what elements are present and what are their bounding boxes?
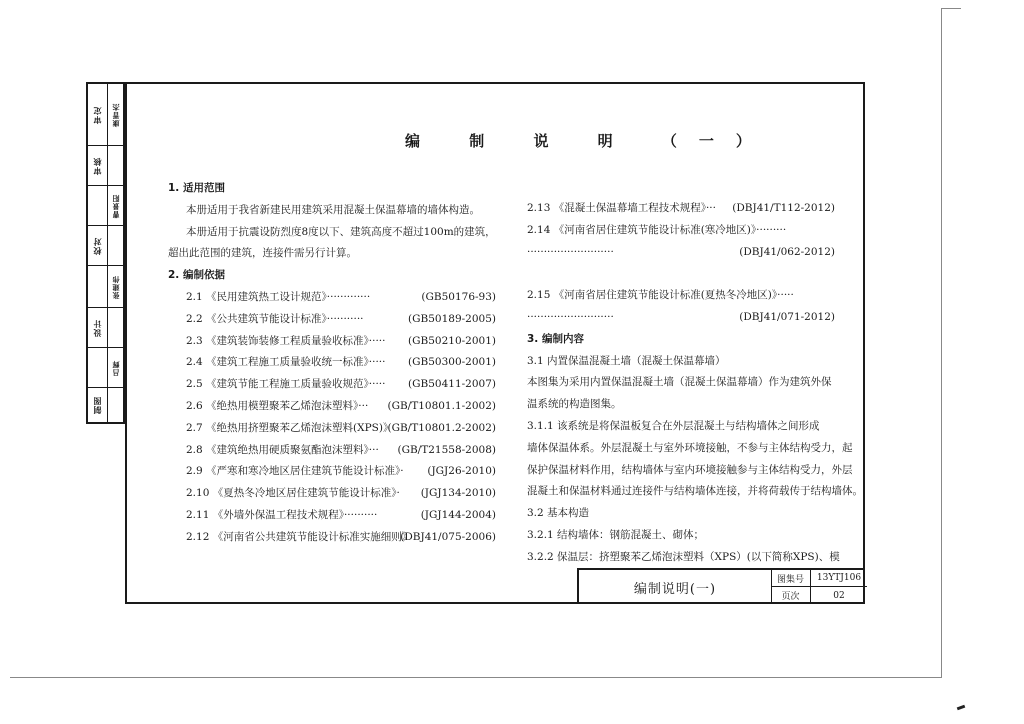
left-column-line: [168, 352, 496, 374]
line-text: 混凝土和保温材料通过连接件与结构墙体连接，并将荷载传于结构墙体。: [527, 485, 863, 498]
left-column-line: [168, 200, 496, 222]
signature-review: 曹景阳: [111, 193, 120, 218]
right-column-line: [527, 372, 835, 394]
line-text: 3.1.1 该系统是将保温板复合在外层混凝土与结构墙体之间形成: [527, 419, 820, 432]
left-column-line: [168, 374, 496, 396]
standard-reference: (GB/T10801.2-2002): [387, 421, 496, 434]
line-text: 温系统的构造图集。: [527, 398, 622, 411]
standard-reference: (GB50411-2007): [408, 378, 496, 391]
left-column-line: [168, 461, 496, 483]
line-text: 保护保温材料作用，结构墙体与室内环境接触参与主体结构受力，外层: [527, 463, 853, 476]
standard-reference: (GB50210-2001): [408, 334, 496, 347]
standard-reference: (GB50176-93): [421, 290, 496, 303]
line-text: 3.1 内置保温混凝土墙（混凝土保温幕墙）: [527, 354, 726, 367]
line-text: 3.2.2 保温层：挤塑聚苯乙烯泡沫塑料（XPS）(以下简称XPS)、模: [527, 550, 840, 563]
line-text: 超出此范围的建筑，连接件需另行计算。: [168, 247, 357, 260]
strip-label-review: 审核: [92, 156, 102, 175]
right-column-line: [527, 198, 835, 220]
signature-design: 吕辉: [111, 359, 120, 376]
line-text: ··························: [527, 310, 614, 323]
left-column-line: [168, 483, 496, 505]
left-column-line: [168, 265, 496, 287]
line-text: 本册适用于我省新建民用建筑采用混凝土保温幕墙的墙体构造。: [186, 203, 480, 216]
right-column-line: [527, 460, 853, 482]
strip-cell-design: [88, 308, 123, 348]
right-column-line: [527, 307, 835, 329]
strip-cell-check-sign: [88, 266, 123, 308]
line-text: 2.13 《混凝土保温幕墙工程技术规程》···: [527, 202, 716, 214]
right-text-column: [527, 198, 863, 569]
strip-cell-design-sign: [88, 348, 123, 388]
signature-check: 张建伟: [111, 274, 120, 299]
line-text: 本册适用于抗震设防烈度8度以下、建筑高度不超过100m的建筑，: [186, 225, 496, 238]
left-column-line: [168, 396, 496, 418]
line-text: 2.1 《民用建筑热工设计规范》·············: [186, 290, 371, 303]
outer-border-bottom: [10, 677, 942, 678]
line-text: 2.10 《夏热冬冷地区居住建筑节能设计标准》·: [186, 487, 400, 500]
line-text: 2. 编制依据: [168, 269, 225, 282]
right-column-line: [527, 394, 835, 416]
left-text-column: [168, 178, 496, 549]
title-block: [577, 568, 865, 604]
standard-reference: (DBJ41/071-2012): [739, 310, 835, 323]
standard-reference: (DBJ41/075-2006): [400, 530, 496, 543]
standard-reference: (JGJ26-2010): [427, 465, 496, 478]
line-text: 3.2 基本构造: [527, 507, 590, 520]
strip-cell-review: [88, 146, 123, 186]
left-column-line: [168, 309, 496, 331]
strip-label-draw: 制图: [92, 396, 102, 414]
standard-reference: (DBJ41/062-2012): [739, 245, 835, 258]
line-text: 1. 适用范围: [168, 182, 225, 194]
line-text: 2.2 《公共建筑节能设计标准》···········: [186, 312, 364, 325]
line-text: 2.11 《外墙外保温工程技术规程》··········: [186, 508, 378, 521]
line-text: 2.5 《建筑节能工程施工质量验收规范》·····: [186, 378, 386, 391]
right-column-line: [527, 220, 835, 242]
line-text: ··························: [527, 245, 614, 258]
standard-reference: (GB50300-2001): [408, 356, 496, 369]
line-text: 2.8 《建筑绝热用硬质聚氨酯泡沫塑料》···: [186, 443, 379, 456]
right-column-line: [527, 438, 853, 460]
left-column-line: [168, 418, 496, 440]
outer-border-right: [941, 8, 942, 678]
line-text: 2.7 《绝热用挤塑聚苯乙烯泡沫塑料(XPS)》: [186, 421, 394, 434]
standard-reference: (GB/T21558-2008): [397, 443, 496, 456]
right-column-line: [527, 547, 840, 569]
line-text: 2.9 《严寒和寒冷地区居住建筑节能设计标准》·: [186, 465, 404, 478]
left-column-line: [168, 527, 496, 549]
right-column-line: [527, 285, 835, 307]
left-column-line: [168, 331, 496, 353]
line-text: 2.14 《河南省居住建筑节能设计标准(寒冷地区)》·········: [527, 223, 787, 236]
right-column-line: [527, 481, 863, 503]
strip-cell-review-sign: [88, 186, 123, 226]
line-text: 2.6 《绝热用模塑聚苯乙烯泡沫塑料》···: [186, 399, 369, 412]
signature-strip: [86, 82, 125, 424]
standard-reference: (JGJ144-2004): [420, 508, 496, 521]
strip-label-approve: 审定: [92, 105, 102, 124]
right-column-line: [527, 503, 835, 525]
atlas-number-label: 图集号: [771, 570, 811, 587]
atlas-number: 13YTJ106: [811, 570, 867, 587]
left-column-line: [168, 222, 496, 244]
standard-reference: (DBJ41/T112-2012): [732, 202, 835, 214]
outer-border-top: [941, 8, 961, 9]
strip-cell-check: [88, 226, 123, 266]
line-text: 2.4 《建筑工程施工质量验收统一标准》·····: [186, 356, 386, 369]
left-column-line: [168, 505, 496, 527]
line-text: 3. 编制内容: [527, 332, 584, 345]
left-column-line: [168, 243, 496, 265]
right-column-line: [527, 351, 835, 373]
right-column-line: [527, 242, 835, 264]
strip-cell-approve: [88, 84, 123, 146]
signature-approve: 康晋杰: [111, 102, 120, 127]
right-column-line: [527, 263, 835, 285]
page-title: 编 制 说 明 （一）: [405, 132, 773, 150]
line-text: 墙体保温体系。外层混凝土与室外环境接触，不参与主体结构受力，起: [527, 441, 853, 454]
line-text: 2.3 《建筑装饰装修工程质量验收标准》·····: [186, 334, 386, 347]
corner-mark: [957, 705, 966, 711]
standard-reference: (JGJ134-2010): [420, 487, 496, 500]
strip-label-check: 校对: [92, 236, 102, 255]
left-column-line: [168, 178, 496, 200]
left-column-line: [168, 440, 496, 462]
line-text: 2.12 《河南省公共建筑节能设计标准实施细则》: [186, 530, 413, 543]
right-column-line: [527, 416, 835, 438]
strip-cell-draw: [88, 388, 123, 422]
right-column-line: [527, 525, 835, 547]
title-block-name: 编制说明(一): [579, 570, 772, 604]
right-column-line: [527, 329, 835, 351]
line-text: 本图集为采用内置保温混凝土墙（混凝土保温幕墙）作为建筑外保: [527, 376, 832, 389]
line-text: 3.2.1 结构墙体：钢筋混凝土、砌体；: [527, 528, 705, 541]
strip-label-design: 设计: [92, 318, 102, 337]
line-text: 2.15 《河南省居住建筑节能设计标准(夏热冬冷地区)》·····: [527, 289, 794, 302]
left-column-line: [168, 287, 496, 309]
standard-reference: (GB50189-2005): [408, 312, 496, 325]
standard-reference: (GB/T10801.1-2002): [387, 399, 496, 412]
page-number-label: 页次: [771, 587, 811, 604]
page-number: 02: [833, 590, 845, 601]
